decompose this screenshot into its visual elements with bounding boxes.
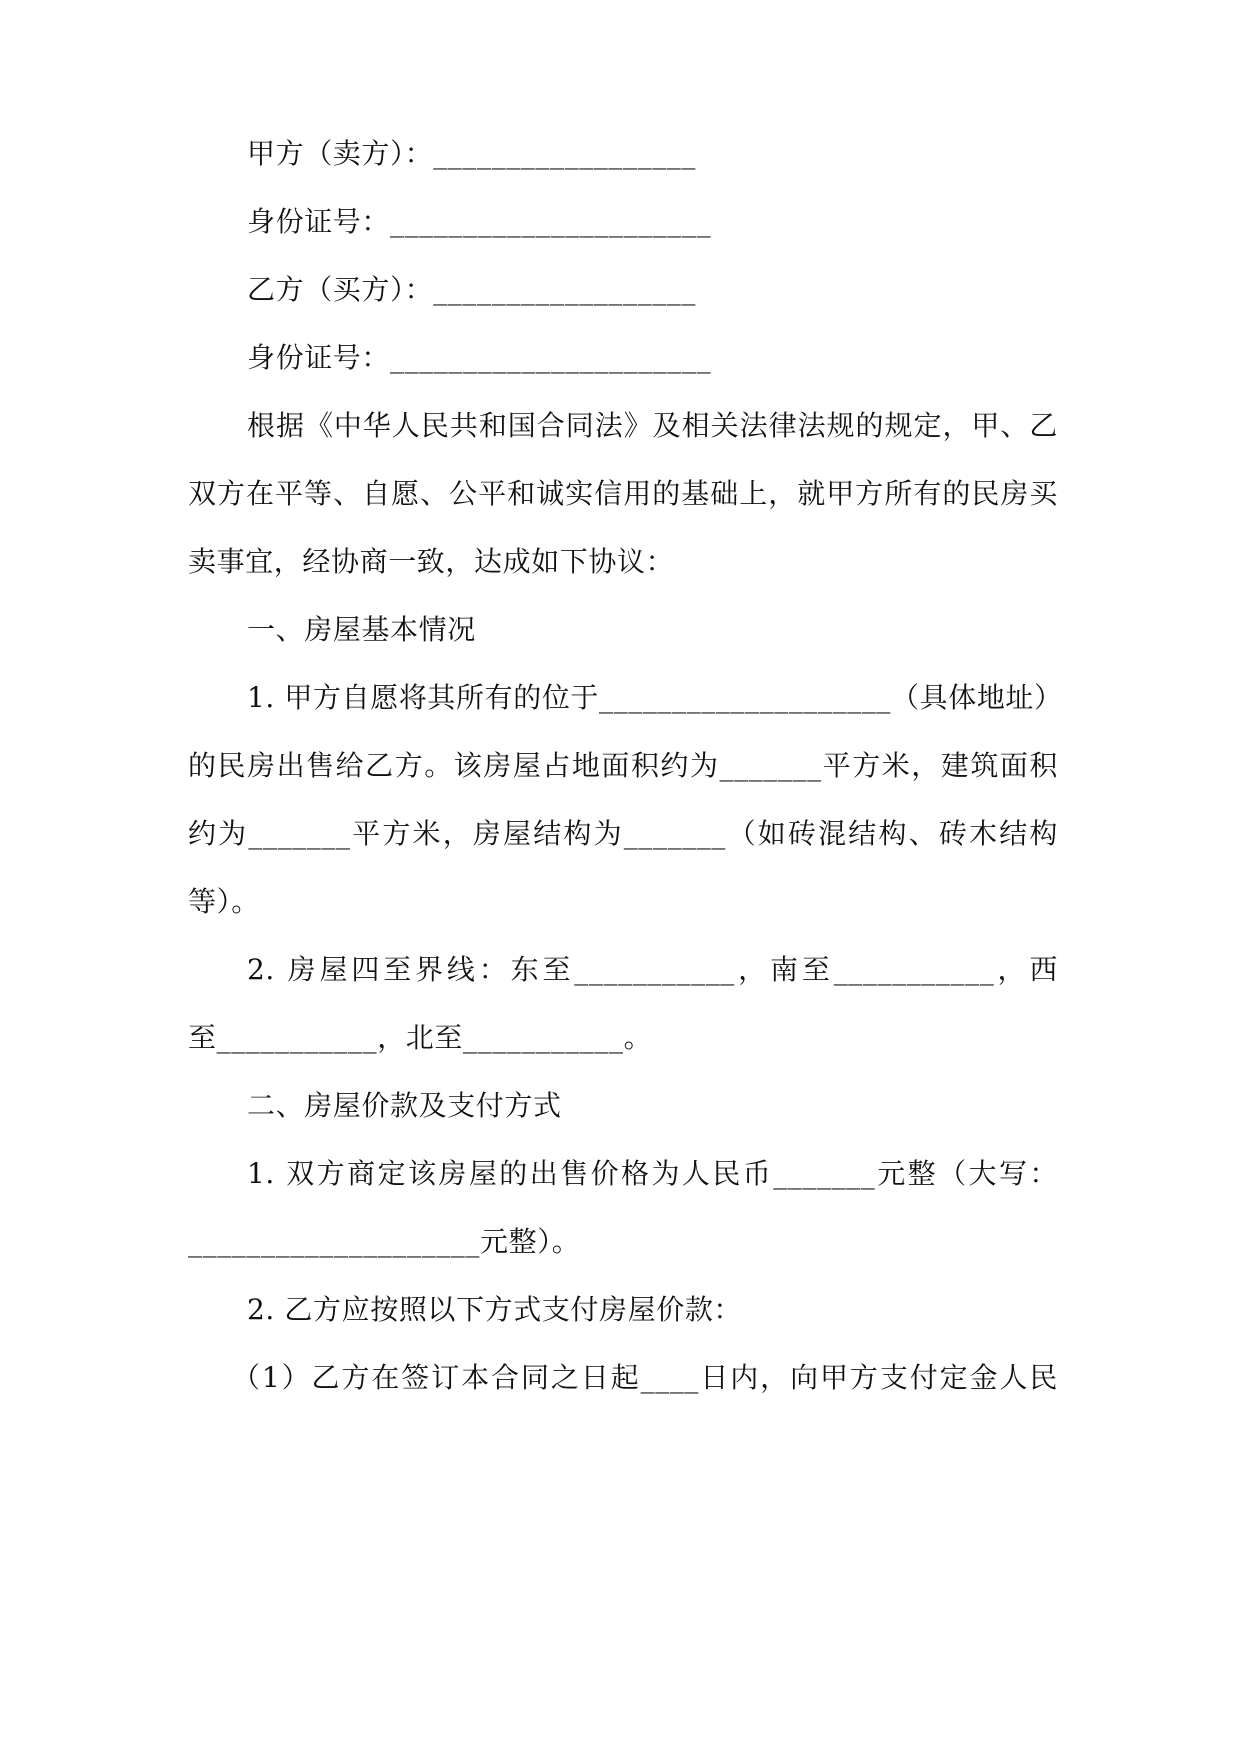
s2-item2-sub-1: （1）乙方在签订本合同之日起____日内，向甲方支付定金人民	[232, 1361, 1058, 1394]
party-a-line: 甲方（卖方）：__________________	[247, 137, 697, 170]
s2-item1-line-2: ____________________元整）。	[188, 1225, 581, 1258]
preamble-line-1: 根据《中华人民共和国合同法》及相关法律法规的规定，甲、乙	[247, 409, 1058, 442]
s1-item2-line-1: 2. 房屋四至界线：东至___________，南至___________，西	[247, 953, 1058, 986]
s1-item1-line-2: 的民房出售给乙方。该房屋占地面积约为_______平方米，建筑面积	[188, 749, 1058, 782]
s1-item1-line-4: 等）。	[188, 885, 260, 918]
preamble-line-3: 卖事宜，经协商一致，达成如下协议：	[188, 545, 675, 578]
s2-item1-line-1: 1. 双方商定该房屋的出售价格为人民币_______元整（大写：	[247, 1157, 1058, 1190]
party-b-id-line: 身份证号：______________________	[247, 341, 712, 374]
section-2-title: 二、房屋价款及支付方式	[247, 1089, 562, 1122]
party-b-line: 乙方（买方）：__________________	[247, 273, 697, 306]
s2-item2-line-1: 2. 乙方应按照以下方式支付房屋价款：	[247, 1293, 743, 1326]
party-a-id-line: 身份证号：______________________	[247, 205, 712, 238]
s1-item2-line-2: 至___________，北至___________。	[188, 1021, 653, 1054]
preamble-line-2: 双方在平等、自愿、公平和诚实信用的基础上，就甲方所有的民房买	[188, 477, 1058, 510]
s1-item1-line-3: 约为_______平方米，房屋结构为_______（如砖混结构、砖木结构	[188, 817, 1058, 850]
section-1-title: 一、房屋基本情况	[247, 613, 476, 646]
s1-item1-line-1: 1. 甲方自愿将其所有的位于____________________（具体地址）	[247, 681, 1063, 714]
